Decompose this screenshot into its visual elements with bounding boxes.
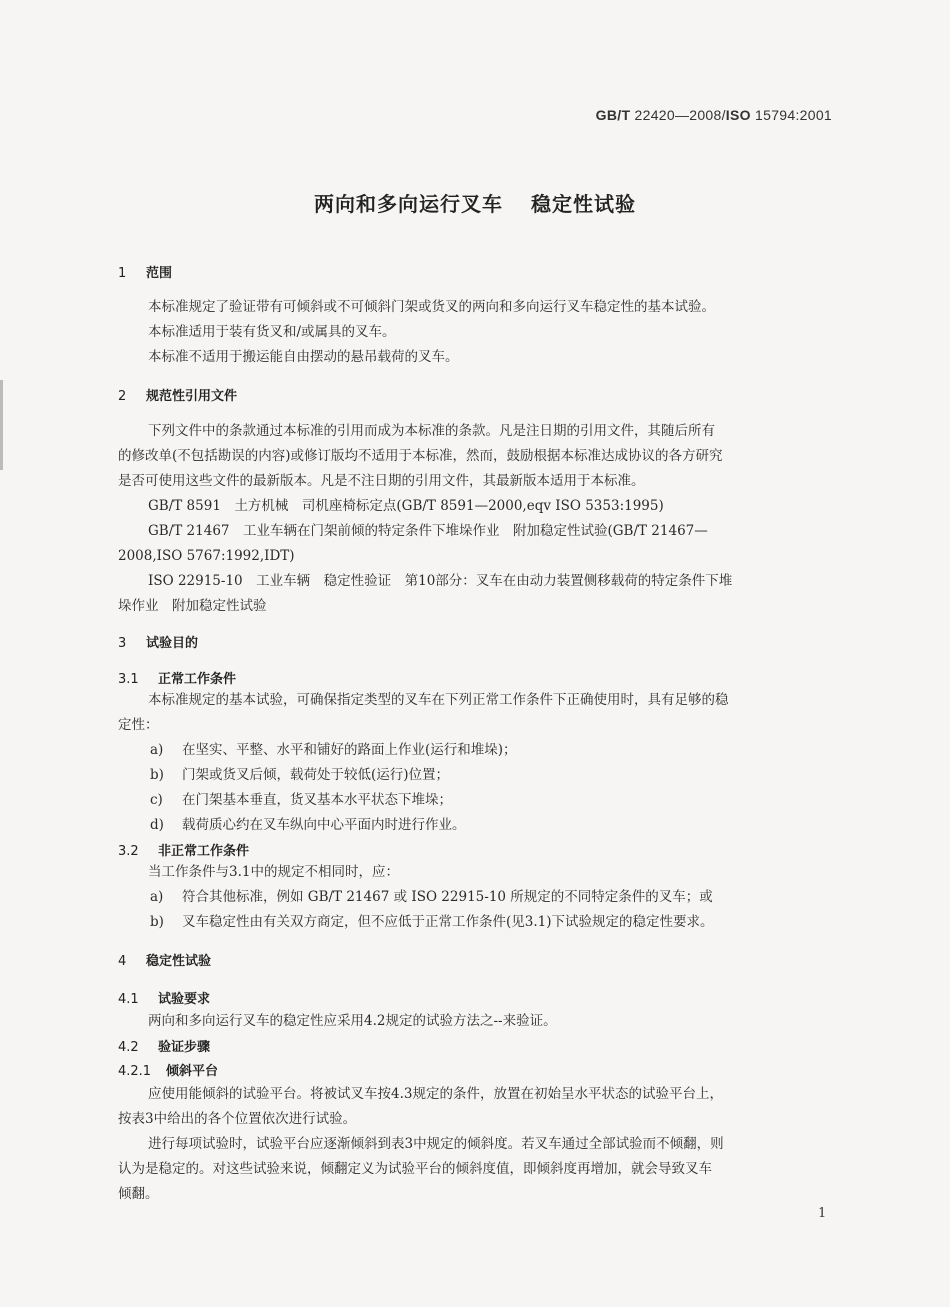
section-2-heading [118, 385, 237, 404]
section-title: 试验目的 [146, 636, 199, 651]
section-number: 3 [118, 636, 127, 651]
list-marker: d) [150, 817, 164, 833]
document-title [0, 188, 950, 217]
reference-item: ISO 22915-10 工业车辆 稳定性验证 第10部分：叉车在由动力装置侧移载荷的特定条件下堆 [148, 573, 733, 589]
section-number: 4.2 [118, 1040, 139, 1055]
section-4-heading [118, 950, 211, 969]
list-item [150, 740, 517, 760]
title-part2: 稳定性试验 [531, 192, 636, 216]
list-text: 载荷质心约在叉车纵向中心平面内时进行作业。 [182, 817, 466, 833]
paragraph: 本标准规定的基本试验，可确保指定类型的叉车在下列正常工作条件下正确使用时，具有足够的稳 [148, 692, 729, 708]
section-4-2-1-heading [118, 1060, 218, 1079]
reference-item-cont: 垛作业 附加稳定性试验 [118, 598, 267, 614]
list-text: 叉车稳定性由有关双方商定，但不应低于正常工作条件(见3.1)下试验规定的稳定性要求。 [182, 914, 714, 930]
list-item [150, 887, 713, 907]
section-title: 规范性引用文件 [146, 389, 238, 404]
list-marker: a) [150, 889, 164, 905]
section-number: 4.1 [118, 992, 139, 1007]
list-marker: b) [150, 914, 164, 930]
list-text: 在坚实、平整、水平和铺好的路面上作业(运行和堆垛)； [182, 742, 517, 758]
reference-item: GB/T 21467 工业车辆在门架前倾的特定条件下堆垛作业 附加稳定性试验(GB/T 21467— [148, 523, 708, 539]
list-marker: b) [150, 767, 164, 783]
paragraph: 本标准规定了验证带有可倾斜或不可倾斜门架或货叉的两向和多向运行叉车稳定性的基本试验。 [148, 299, 715, 315]
iso-number: 15794:2001 [755, 107, 832, 123]
section-title: 倾斜平台 [166, 1064, 219, 1079]
paragraph: 是否可使用这些文件的最新版本。凡是不注日期的引用文件，其最新版本适用于本标准。 [118, 473, 645, 489]
reference-item: GB/T 8591 土方机械 司机座椅标定点(GB/T 8591—2000,eqv ISO 5353:1995) [148, 498, 664, 514]
section-title: 试验要求 [158, 992, 211, 1007]
standard-number: 22420—2008/ [634, 107, 726, 123]
paragraph: 认为是稳定的。对这些试验来说，倾翻定义为试验平台的倾斜度值，即倾斜度再增加，就会导致叉车 [118, 1161, 712, 1177]
section-title: 验证步骤 [158, 1040, 211, 1055]
paragraph: 倾翻。 [118, 1186, 159, 1202]
list-text: 符合其他标准，例如 GB/T 21467 或 ISO 22915-10 所规定的不同特定条件的叉车；或 [182, 889, 713, 905]
section-1-heading [118, 262, 172, 281]
paragraph: 本标准不适用于搬运能自由摆动的悬吊载荷的叉车。 [148, 349, 459, 365]
standard-code-header [596, 107, 832, 123]
section-number: 3.2 [118, 844, 139, 859]
section-3-1-heading [118, 668, 236, 687]
section-3-heading [118, 632, 198, 651]
reference-item-cont: 2008,ISO 5767:1992,IDT) [118, 548, 295, 564]
list-item [150, 790, 452, 810]
list-text: 门架或货叉后倾，载荷处于较低(运行)位置； [182, 767, 450, 783]
section-4-2-heading [118, 1036, 210, 1055]
paragraph: 当工作条件与3.1中的规定不相同时，应： [148, 864, 399, 880]
paragraph: 下列文件中的条款通过本标准的引用而成为本标准的条款。凡是注日期的引用文件，其随后所有 [148, 423, 715, 439]
list-text: 在门架基本垂直，货叉基本水平状态下堆垛； [182, 792, 452, 808]
list-item [150, 815, 466, 835]
paragraph: 进行每项试验时，试验平台应逐渐倾斜到表3中规定的倾斜度。若叉车通过全部试验而不倾翻，则 [148, 1136, 724, 1152]
section-3-2-heading [118, 840, 249, 859]
standard-prefix: GB/T [595, 107, 631, 123]
list-marker: c) [150, 792, 163, 808]
paragraph: 按表3中给出的各个位置依次进行试验。 [118, 1111, 357, 1127]
paragraph: 应使用能倾斜的试验平台。将被试叉车按4.3规定的条件，放置在初始呈水平状态的试验平台上， [148, 1086, 723, 1102]
section-number: 4 [118, 954, 127, 969]
paragraph: 定性： [118, 717, 159, 733]
section-number: 1 [118, 266, 127, 281]
section-number: 4.2.1 [118, 1064, 152, 1079]
iso-prefix: ISO [725, 107, 751, 123]
section-title: 非正常工作条件 [158, 844, 250, 859]
section-number: 2 [118, 389, 127, 404]
section-title: 范围 [146, 266, 173, 281]
paragraph: 本标准适用于装有货叉和/或属具的叉车。 [148, 324, 396, 340]
section-title: 正常工作条件 [158, 672, 237, 687]
paragraph: 的修改单(不包括勘误的内容)或修订版均不适用于本标准，然而，鼓励根据本标准达成协议的各方研究 [118, 448, 723, 464]
section-number: 3.1 [118, 672, 139, 687]
scan-edge-mark [0, 380, 3, 470]
list-item [150, 912, 714, 932]
title-part1: 两向和多向运行叉车 [314, 192, 503, 216]
section-title: 稳定性试验 [146, 954, 212, 969]
list-item [150, 765, 449, 785]
section-4-1-heading [118, 988, 210, 1007]
page-number: 1 [818, 1206, 827, 1221]
list-marker: a) [150, 742, 164, 758]
paragraph: 两向和多向运行叉车的稳定性应采用4.2规定的试验方法之--来验证。 [148, 1013, 557, 1029]
